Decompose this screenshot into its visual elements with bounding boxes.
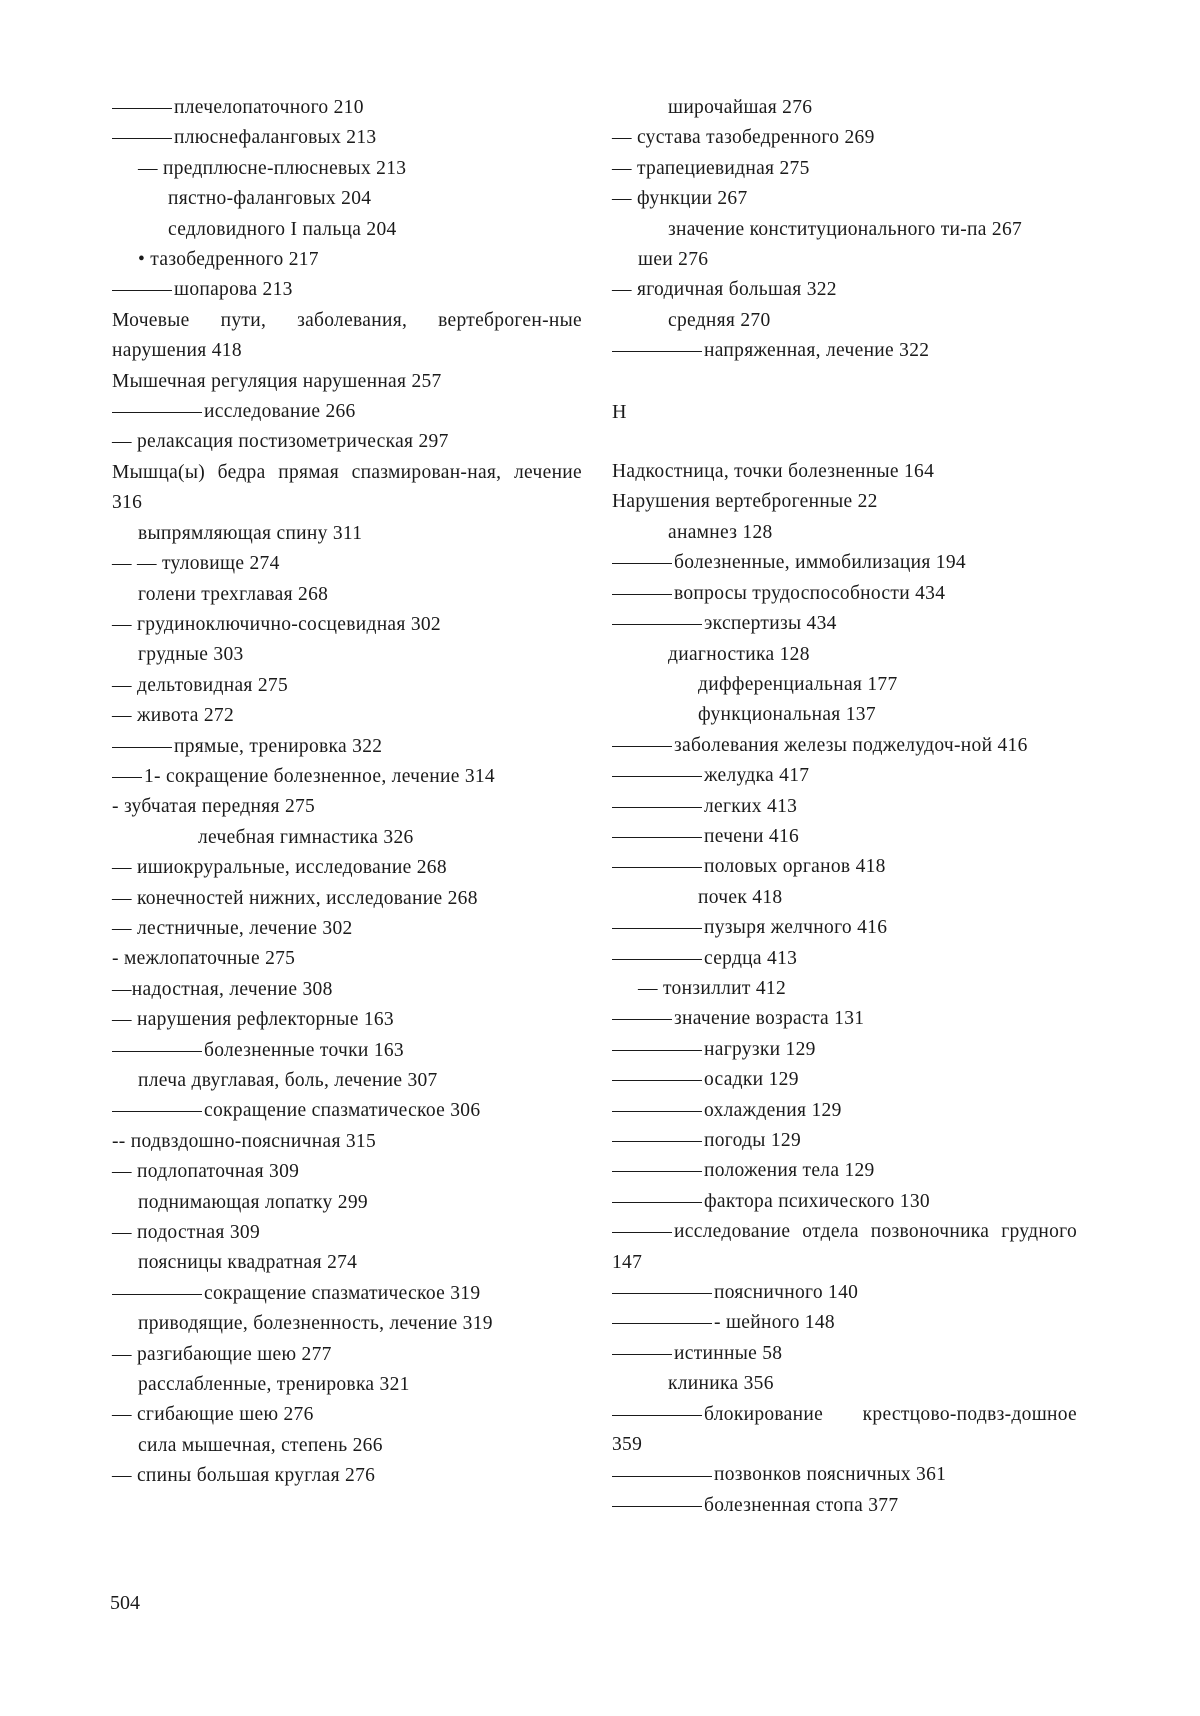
continuation-dash bbox=[612, 1111, 702, 1112]
index-spacer bbox=[612, 427, 1077, 457]
continuation-dash bbox=[612, 1141, 702, 1142]
index-entry bbox=[612, 883, 1077, 913]
index-entry-text: болезненная стопа 377 bbox=[704, 1494, 899, 1516]
continuation-dash bbox=[612, 1171, 702, 1172]
index-entry-text: расслабленные, тренировка 321 bbox=[138, 1374, 410, 1396]
index-entry-text: легких 413 bbox=[704, 795, 798, 817]
index-entry bbox=[612, 731, 1077, 761]
continuation-dash bbox=[612, 351, 702, 352]
index-entry-text: — — туловище 274 bbox=[112, 553, 280, 575]
index-entry bbox=[112, 1309, 582, 1339]
continuation-dash bbox=[112, 290, 172, 291]
index-entry bbox=[112, 792, 582, 822]
index-entry-text: — ишиокруральные, исследование 268 bbox=[112, 857, 447, 879]
index-entry bbox=[112, 215, 582, 245]
index-entry-text: — спины большая круглая 276 bbox=[112, 1465, 376, 1487]
index-entry bbox=[112, 1096, 582, 1126]
index-entry bbox=[112, 549, 582, 579]
index-entry bbox=[612, 792, 1077, 822]
index-entry-text: выпрямляющая спину 311 bbox=[138, 522, 363, 544]
index-entry-text: 1- сокращение болезненное, лечение 314 bbox=[144, 765, 495, 787]
continuation-dash bbox=[612, 1476, 712, 1477]
index-entry bbox=[612, 822, 1077, 852]
index-entry-text: шеи 276 bbox=[638, 249, 709, 271]
continuation-dash bbox=[112, 138, 172, 139]
index-entry bbox=[112, 123, 582, 153]
continuation-dash bbox=[612, 1293, 712, 1294]
index-entry-text: почек 418 bbox=[698, 886, 783, 908]
index-entry bbox=[612, 457, 1077, 487]
index-entry-text: широчайшая 276 bbox=[668, 97, 813, 118]
index-entry bbox=[112, 640, 582, 670]
index-entry-text: позвонков поясничных 361 bbox=[714, 1464, 947, 1486]
index-entry bbox=[112, 93, 582, 123]
index-entry-text: — дельтовидная 275 bbox=[112, 674, 288, 696]
index-entry bbox=[612, 245, 1077, 275]
index-entry bbox=[612, 609, 1077, 639]
index-entry bbox=[612, 1187, 1077, 1217]
index-entry bbox=[612, 1308, 1077, 1338]
continuation-dash bbox=[612, 1232, 672, 1233]
index-entry bbox=[112, 1066, 582, 1096]
index-entry bbox=[112, 427, 582, 457]
index-entry bbox=[112, 1461, 582, 1491]
index-entry-text: грудные 303 bbox=[138, 644, 244, 666]
index-entry bbox=[612, 913, 1077, 943]
index-entry bbox=[612, 1278, 1077, 1308]
index-entry bbox=[112, 732, 582, 762]
index-entry bbox=[112, 914, 582, 944]
continuation-dash bbox=[112, 777, 142, 778]
index-entry-text: — подостная 309 bbox=[112, 1222, 261, 1244]
index-entry bbox=[112, 671, 582, 701]
index-entry-text: напряженная, лечение 322 bbox=[704, 340, 930, 362]
index-entry bbox=[612, 1400, 1077, 1461]
index-entry-text: печени 416 bbox=[704, 825, 800, 847]
index-entry bbox=[612, 306, 1077, 336]
index-entry bbox=[112, 1127, 582, 1157]
index-entry-text: нагрузки 129 bbox=[704, 1038, 816, 1060]
index-entry bbox=[612, 761, 1077, 791]
index-entry-text: погоды 129 bbox=[704, 1130, 802, 1151]
index-entry bbox=[112, 1157, 582, 1187]
index-entry bbox=[612, 1369, 1077, 1399]
index-entry bbox=[112, 1279, 582, 1309]
index-entry bbox=[112, 1005, 582, 1035]
index-entry-text: плеча двуглавая, боль, лечение 307 bbox=[138, 1070, 438, 1091]
index-entry bbox=[112, 975, 582, 1005]
continuation-dash bbox=[612, 867, 702, 868]
continuation-dash bbox=[112, 1294, 202, 1295]
index-entry-text: желудка 417 bbox=[704, 765, 810, 787]
index-entry-text: Мочевые пути, заболевания, вертеброген-ные нарушения 418 bbox=[112, 309, 582, 362]
index-entry bbox=[112, 458, 582, 519]
index-entry-text: — сустава тазобедренного 269 bbox=[612, 127, 875, 149]
continuation-dash bbox=[612, 928, 702, 929]
index-entry-text: положения тела 129 bbox=[704, 1160, 875, 1182]
index-entry-text: Н bbox=[612, 400, 627, 423]
continuation-dash bbox=[612, 624, 702, 625]
index-entry bbox=[612, 548, 1077, 578]
index-entry bbox=[612, 1460, 1077, 1490]
index-right-column bbox=[612, 93, 1077, 1521]
index-entry-text: прямые, тренировка 322 bbox=[174, 735, 383, 757]
index-entry-text: истинные 58 bbox=[674, 1342, 783, 1364]
continuation-dash bbox=[612, 776, 702, 777]
index-entry bbox=[612, 215, 1077, 245]
index-entry bbox=[112, 1340, 582, 1370]
index-entry-text: осадки 129 bbox=[704, 1069, 799, 1091]
index-entry bbox=[612, 336, 1077, 366]
index-entry-text: - межлопаточные 275 bbox=[112, 948, 296, 970]
index-entry-text: половых органов 418 bbox=[704, 856, 886, 878]
index-entry-text: болезненные точки 163 bbox=[204, 1039, 404, 1061]
index-entry-text: — релаксация постизометрическая 297 bbox=[112, 431, 449, 453]
index-entry-text: болезненные, иммобилизация 194 bbox=[674, 552, 966, 574]
index-entry bbox=[112, 853, 582, 883]
index-entry bbox=[112, 154, 582, 184]
index-entry-text: сила мышечная, степень 266 bbox=[138, 1434, 383, 1456]
index-entry-text: плечелопаточного 210 bbox=[174, 97, 364, 118]
index-entry-text: Надкостница, точки болезненные 164 bbox=[612, 461, 935, 483]
index-entry-text: Нарушения вертеброгенные 22 bbox=[612, 491, 878, 513]
index-entry-text: вопросы трудоспособности 434 bbox=[674, 582, 946, 604]
index-entry bbox=[612, 184, 1077, 214]
index-entry-text: — конечностей нижних, исследование 268 bbox=[112, 887, 478, 909]
index-entry bbox=[612, 1096, 1077, 1126]
index-entry bbox=[112, 1188, 582, 1218]
index-entry bbox=[112, 245, 582, 275]
index-entry bbox=[112, 275, 582, 305]
index-entry-text: анамнез 128 bbox=[668, 521, 773, 543]
continuation-dash bbox=[112, 412, 202, 413]
index-entry bbox=[112, 762, 582, 792]
index-entry bbox=[112, 306, 582, 367]
index-entry bbox=[112, 884, 582, 914]
index-entry-text: —надостная, лечение 308 bbox=[112, 978, 333, 1000]
index-entry bbox=[612, 852, 1077, 882]
index-entry-text: исследование 266 bbox=[204, 401, 356, 423]
index-entry bbox=[612, 154, 1077, 184]
index-entry-text: функциональная 137 bbox=[698, 704, 876, 726]
continuation-dash bbox=[612, 959, 702, 960]
continuation-dash bbox=[612, 1354, 672, 1355]
continuation-dash bbox=[612, 1019, 672, 1020]
index-entry bbox=[612, 275, 1077, 305]
index-entry bbox=[612, 1004, 1077, 1034]
index-entry bbox=[112, 1431, 582, 1461]
index-entry bbox=[112, 823, 582, 853]
index-entry-text: поднимающая лопатку 299 bbox=[138, 1191, 368, 1213]
index-entry bbox=[612, 670, 1077, 700]
index-entry-text: средняя 270 bbox=[668, 309, 771, 331]
index-entry-text: — лестничные, лечение 302 bbox=[112, 917, 353, 939]
index-entry-text: шопарова 213 bbox=[174, 279, 293, 301]
index-entry-text: — функции 267 bbox=[612, 188, 748, 210]
index-entry-text: — предплюсне-плюсневых 213 bbox=[138, 157, 407, 179]
index-entry-text: пузыря желчного 416 bbox=[704, 917, 888, 939]
index-entry bbox=[112, 519, 582, 549]
index-entry bbox=[112, 701, 582, 731]
index-entry bbox=[112, 580, 582, 610]
index-entry-text: исследование отдела позвоночника грудного 147 bbox=[612, 1221, 1077, 1273]
index-entry bbox=[612, 1156, 1077, 1186]
index-entry bbox=[612, 700, 1077, 730]
index-entry bbox=[612, 487, 1077, 517]
continuation-dash bbox=[612, 1415, 702, 1416]
index-entry-text: — подлопаточная 309 bbox=[112, 1161, 300, 1183]
index-entry-text: — живота 272 bbox=[112, 705, 234, 727]
index-entry bbox=[612, 123, 1077, 153]
index-entry-text: -- подвздошно-поясничная 315 bbox=[112, 1130, 377, 1152]
index-entry-text: дифференциальная 177 bbox=[698, 673, 898, 695]
index-entry-text: экспертизы 434 bbox=[704, 613, 837, 635]
index-entry-text: диагностика 128 bbox=[668, 643, 810, 665]
continuation-dash bbox=[612, 1506, 702, 1507]
continuation-dash bbox=[112, 1111, 202, 1112]
index-entry-text: пястно-фаланговых 204 bbox=[168, 188, 372, 210]
index-entry-text: — грудиноключично-сосцевидная 302 bbox=[112, 613, 441, 635]
index-entry-text: - зубчатая передняя 275 bbox=[112, 796, 316, 818]
continuation-dash bbox=[112, 1051, 202, 1052]
continuation-dash bbox=[612, 746, 672, 747]
index-entry-text: сердца 413 bbox=[704, 947, 798, 969]
index-letter-heading bbox=[612, 397, 1077, 427]
index-entry bbox=[112, 397, 582, 427]
index-entry bbox=[612, 1339, 1077, 1369]
continuation-dash bbox=[612, 1323, 712, 1324]
index-entry-text: сокращение спазматическое 319 bbox=[204, 1282, 481, 1304]
index-entry-text: — тонзиллит 412 bbox=[638, 977, 787, 999]
index-entry bbox=[612, 1035, 1077, 1065]
index-entry bbox=[612, 518, 1077, 548]
index-entry bbox=[612, 1126, 1077, 1156]
index-entry bbox=[112, 610, 582, 640]
index-entry bbox=[112, 944, 582, 974]
index-entry-text: — разгибающие шею 277 bbox=[112, 1343, 332, 1365]
index-entry-text: - шейного 148 bbox=[714, 1312, 835, 1334]
index-entry-text: приводящие, болезненность, лечение 319 bbox=[138, 1313, 493, 1335]
index-entry-text: • тазобедренного 217 bbox=[138, 249, 319, 271]
continuation-dash bbox=[612, 807, 702, 808]
index-entry bbox=[112, 1248, 582, 1278]
index-entry bbox=[612, 944, 1077, 974]
index-left-column bbox=[112, 93, 582, 1492]
continuation-dash bbox=[612, 563, 672, 564]
index-entry bbox=[612, 1065, 1077, 1095]
index-entry bbox=[612, 1491, 1077, 1521]
continuation-dash bbox=[612, 594, 672, 595]
index-entry bbox=[612, 579, 1077, 609]
continuation-dash bbox=[612, 1080, 702, 1081]
index-entry-text: — сгибающие шею 276 bbox=[112, 1404, 314, 1426]
index-entry-text: блокирование крестцово-подвз-дошное 359 bbox=[612, 1403, 1077, 1456]
continuation-dash bbox=[612, 1050, 702, 1051]
index-entry bbox=[612, 93, 1077, 123]
index-spacer bbox=[612, 367, 1077, 397]
index-entry bbox=[612, 640, 1077, 670]
continuation-dash bbox=[612, 837, 702, 838]
index-entry-text: Мышечная регуляция нарушенная 257 bbox=[112, 370, 442, 392]
index-entry bbox=[112, 1400, 582, 1430]
index-entry bbox=[612, 974, 1077, 1004]
index-entry-text: поясницы квадратная 274 bbox=[138, 1252, 358, 1274]
continuation-dash bbox=[112, 108, 172, 109]
index-entry-text: — ягодичная большая 322 bbox=[612, 279, 837, 301]
index-entry-text: значение возраста 131 bbox=[674, 1008, 865, 1030]
index-entry-text: охлаждения 129 bbox=[704, 1099, 842, 1121]
index-entry bbox=[612, 1217, 1077, 1278]
continuation-dash bbox=[612, 1202, 702, 1203]
index-entry-text: поясничного 140 bbox=[714, 1282, 859, 1304]
index-entry-text: сокращение спазматическое 306 bbox=[204, 1100, 481, 1122]
index-entry bbox=[112, 1036, 582, 1066]
index-entry-text: — трапециевидная 275 bbox=[612, 157, 810, 179]
index-entry-text: Мышца(ы) бедра прямая спазмирован-ная, лечение 316 bbox=[112, 461, 582, 514]
index-entry bbox=[112, 184, 582, 214]
index-entry bbox=[112, 1370, 582, 1400]
index-entry-text: фактора психического 130 bbox=[704, 1190, 930, 1212]
index-entry-text: заболевания железы поджелудоч-ной 416 bbox=[674, 734, 1028, 756]
continuation-dash bbox=[112, 747, 172, 748]
index-entry-text: лечебная гимнастика 326 bbox=[198, 826, 414, 848]
index-entry-text: плюснефаланговых 213 bbox=[174, 127, 377, 149]
index-entry-text: клиника 356 bbox=[668, 1373, 774, 1395]
index-entry-text: значение конституционального ти-па 267 bbox=[668, 218, 1023, 240]
index-entry bbox=[112, 367, 582, 397]
index-entry bbox=[112, 1218, 582, 1248]
page-number: 504 bbox=[110, 1592, 140, 1614]
index-entry-text: — нарушения рефлекторные 163 bbox=[112, 1009, 394, 1031]
index-entry-text: голени трехглавая 268 bbox=[138, 583, 329, 605]
index-entry-text: седловидного I пальца 204 bbox=[168, 218, 397, 240]
